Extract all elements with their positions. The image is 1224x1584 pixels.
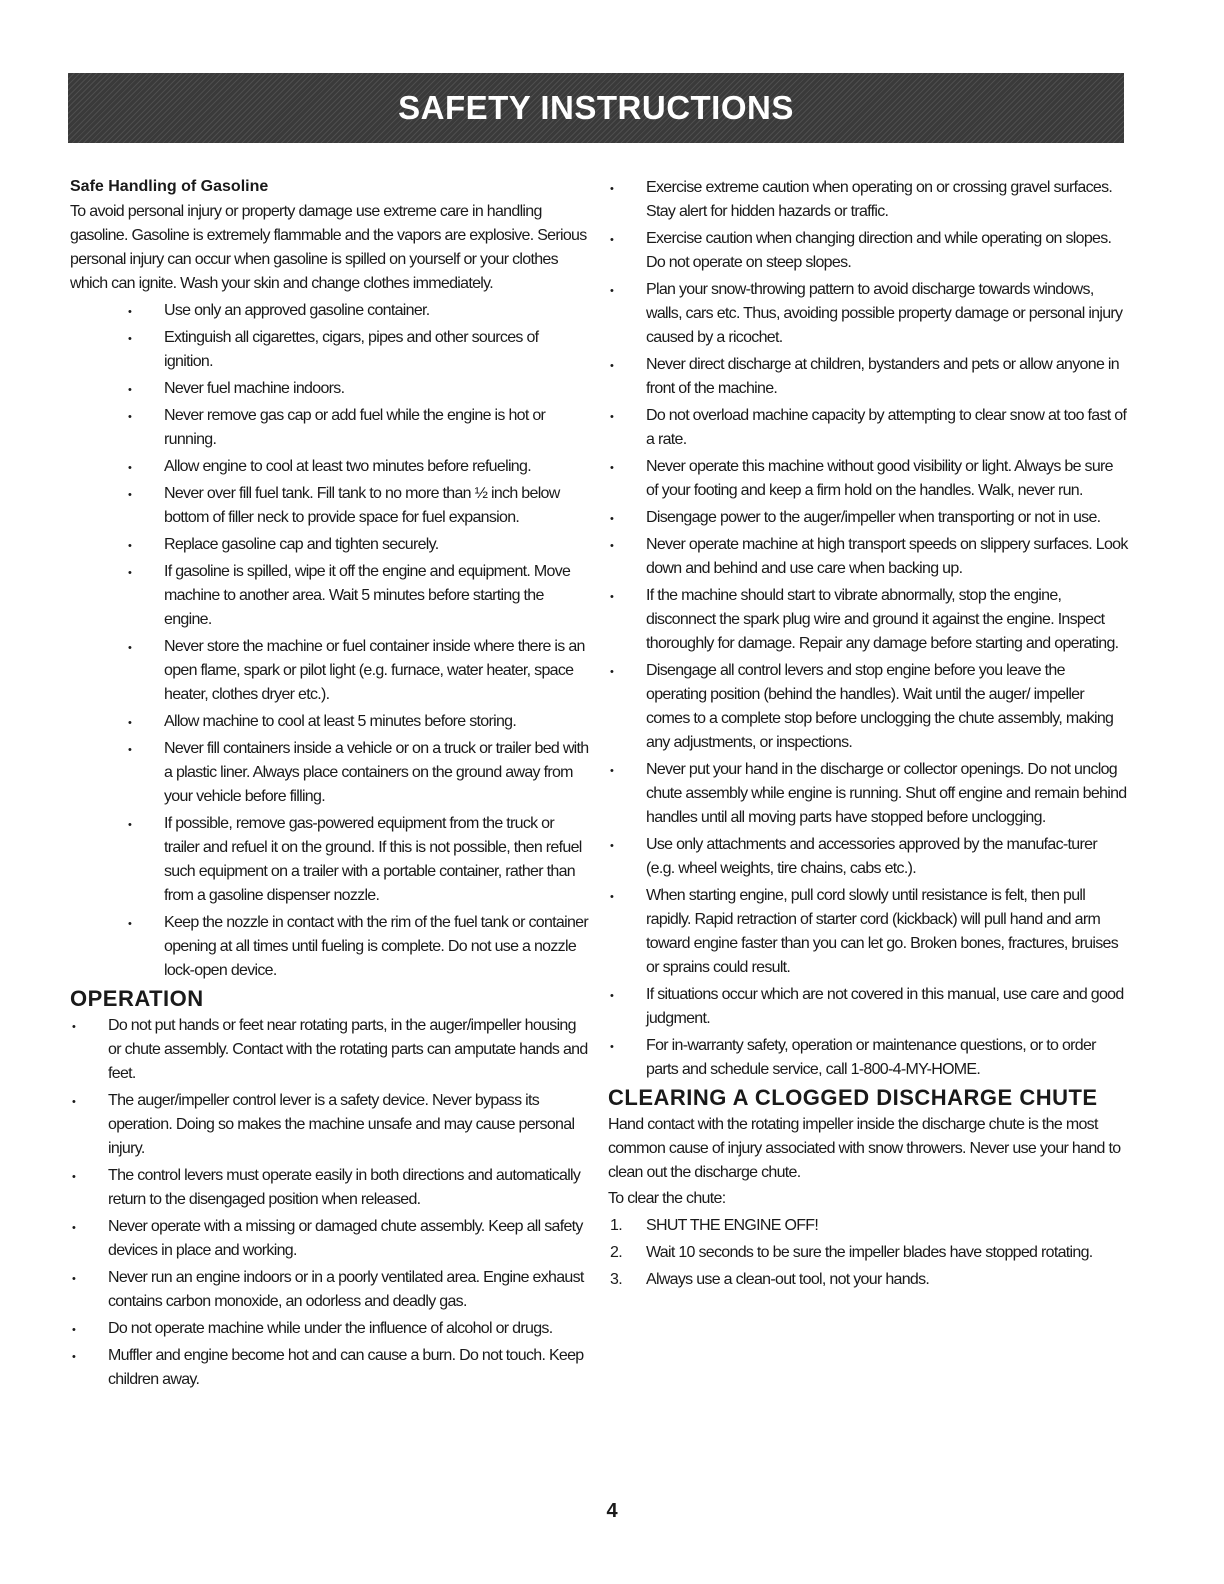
- section-banner: [68, 73, 1124, 143]
- list-item: • Never operate machine at high transport speeds on slippery surfaces. Look down and behind and use care when backing up.: [608, 533, 1128, 581]
- list-item: • If possible, remove gas-powered equipment from the truck or trailer and refuel it on the ground. If this is not possible, then refuel such equipment on a trailer with a portable container, rather than from a gasoline dispenser nozzle.: [70, 812, 590, 908]
- list-item: • Disengage power to the auger/impeller when transporting or not in use.: [608, 506, 1128, 530]
- step-item: [608, 1241, 1128, 1265]
- list-item: • Never operate this machine without good visibility or light. Always be sure of your footing and keep a firm hold on the handles. Walk, never run.: [608, 455, 1128, 503]
- operation-list-left: [70, 1014, 590, 1392]
- step-number: 2.: [610, 1244, 622, 1261]
- step-text: Always use a clean-out tool, not your hands.: [646, 1271, 930, 1288]
- step-item: [608, 1268, 1128, 1292]
- list-item: • If gasoline is spilled, wipe it off the engine and equipment. Move machine to another area. Wait 5 minutes before starting the engine.: [70, 560, 590, 632]
- list-item: • Muffler and engine become hot and can cause a burn. Do not touch. Keep children away.: [70, 1344, 590, 1392]
- list-item: • Never over fill fuel tank. Fill tank to no more than ½ inch below bottom of filler neck to provide space for fuel expansion.: [70, 482, 590, 530]
- list-item: • Never fill containers inside a vehicle or on a truck or trailer bed with a plastic liner. Always place containers on the ground away from your vehicle before filling.: [70, 737, 590, 809]
- step-text: SHUT THE ENGINE OFF!: [646, 1217, 819, 1234]
- list-item: • Keep the nozzle in contact with the rim of the fuel tank or container opening at all times until fueling is complete. Do not use a nozzle lock-open device.: [70, 911, 590, 983]
- list-item: • Exercise caution when changing direction and while operating on slopes. Do not operate on steep slopes.: [608, 227, 1128, 275]
- step-item: [608, 1214, 1128, 1238]
- gasoline-list: [70, 299, 590, 983]
- list-item: • Never run an engine indoors or in a poorly ventilated area. Engine exhaust contains carbon monoxide, an odorless and deadly gas.: [70, 1266, 590, 1314]
- list-item: • Never put your hand in the discharge or collector openings. Do not unclog chute assembly while engine is running. Shut off engine and remain behind handles until all moving parts have stopped before unclogging.: [608, 758, 1128, 830]
- list-item: • The auger/impeller control lever is a safety device. Never bypass its operation. Doing so makes the machine unsafe and may cause personal injury.: [70, 1089, 590, 1161]
- page-title: SAFETY INSTRUCTIONS: [398, 89, 794, 126]
- list-item: • Never fuel machine indoors.: [70, 377, 590, 401]
- list-item: • Never remove gas cap or add fuel while the engine is hot or running.: [70, 404, 590, 452]
- chute-intro: Hand contact with the rotating impeller inside the discharge chute is the most common cause of injury associated with snow throwers. Never use your hand to clean out the discharge chute.: [608, 1116, 1121, 1181]
- chute-lead: To clear the chute:: [608, 1190, 726, 1207]
- page-number: 4: [606, 1500, 618, 1522]
- list-item: • Replace gasoline cap and tighten securely.: [70, 533, 590, 557]
- step-number: 3.: [610, 1271, 622, 1288]
- list-item: • Never operate with a missing or damaged chute assembly. Keep all safety devices in place and working.: [70, 1215, 590, 1263]
- list-item: • Never direct discharge at children, bystanders and pets or allow anyone in front of the machine.: [608, 353, 1128, 401]
- list-item: • Allow machine to cool at least 5 minutes before storing.: [70, 710, 590, 734]
- list-item: • Use only attachments and accessories approved by the manufac-turer (e.g. wheel weights, tire chains, cabs etc.).: [608, 833, 1128, 881]
- list-item: • Use only an approved gasoline container.: [70, 299, 590, 323]
- gasoline-intro: To avoid personal injury or property damage use extreme care in handling gasoline. Gasoline is extremely flammable and the vapors are explosive. Serious personal injury can occur when gasoline is spilled on yourself or your clothes which can ignite. Wash your skin and change clothes immediately.: [70, 203, 587, 292]
- operation-heading: OPERATION: [70, 986, 204, 1011]
- list-item: • If the machine should start to vibrate abnormally, stop the engine, disconnect the spark plug wire and ground it against the engine. Inspect thoroughly for damage. Repair any damage before starting and operating.: [608, 584, 1128, 656]
- list-item: • Extinguish all cigarettes, cigars, pipes and other sources of ignition.: [70, 326, 590, 374]
- list-item: • Do not put hands or feet near rotating parts, in the auger/impeller housing or chute assembly. Contact with the rotating parts can amputate hands and feet.: [70, 1014, 590, 1086]
- list-item: • Never store the machine or fuel container inside where there is an open flame, spark or pilot light (e.g. furnace, water heater, space heater, clothes dryer etc.).: [70, 635, 590, 707]
- list-item: • Do not overload machine capacity by attempting to clear snow at too fast of a rate.: [608, 404, 1128, 452]
- chute-steps: [608, 1214, 1128, 1292]
- list-item: • Disengage all control levers and stop engine before you leave the operating position (behind the handles). Wait until the auger/ impeller comes to a complete stop before unclogging the chute assembly, making any adjustments, or inspections.: [608, 659, 1128, 755]
- list-item: • Do not operate machine while under the influence of alcohol or drugs.: [70, 1317, 590, 1341]
- chute-heading: CLEARING A CLOGGED DISCHARGE CHUTE: [608, 1085, 1098, 1110]
- right-column: [608, 176, 1128, 1295]
- step-number: 1.: [610, 1217, 622, 1234]
- operation-list-right: [608, 176, 1128, 1082]
- left-column: [70, 176, 590, 1395]
- list-item: • When starting engine, pull cord slowly until resistance is felt, then pull rapidly. Rapid retraction of starter cord (kickback) will pull hand and arm toward engine faster than you can let go. Broken bones, fractures, bruises or sprains could result.: [608, 884, 1128, 980]
- gasoline-heading: Safe Handling of Gasoline: [70, 178, 269, 195]
- list-item: • Allow engine to cool at least two minutes before refueling.: [70, 455, 590, 479]
- list-item: • For in-warranty safety, operation or maintenance questions, or to order parts and schedule service, call 1-800-4-MY-HOME.: [608, 1034, 1128, 1082]
- list-item: • Plan your snow-throwing pattern to avoid discharge towards windows, walls, cars etc. Thus, avoiding possible property damage or personal injury caused by a ricochet.: [608, 278, 1128, 350]
- step-text: Wait 10 seconds to be sure the impeller blades have stopped rotating.: [646, 1244, 1093, 1261]
- list-item: • If situations occur which are not covered in this manual, use care and good judgment.: [608, 983, 1128, 1031]
- list-item: • The control levers must operate easily in both directions and automatically return to the disengaged position when released.: [70, 1164, 590, 1212]
- list-item: • Exercise extreme caution when operating on or crossing gravel surfaces. Stay alert for hidden hazards or traffic.: [608, 176, 1128, 224]
